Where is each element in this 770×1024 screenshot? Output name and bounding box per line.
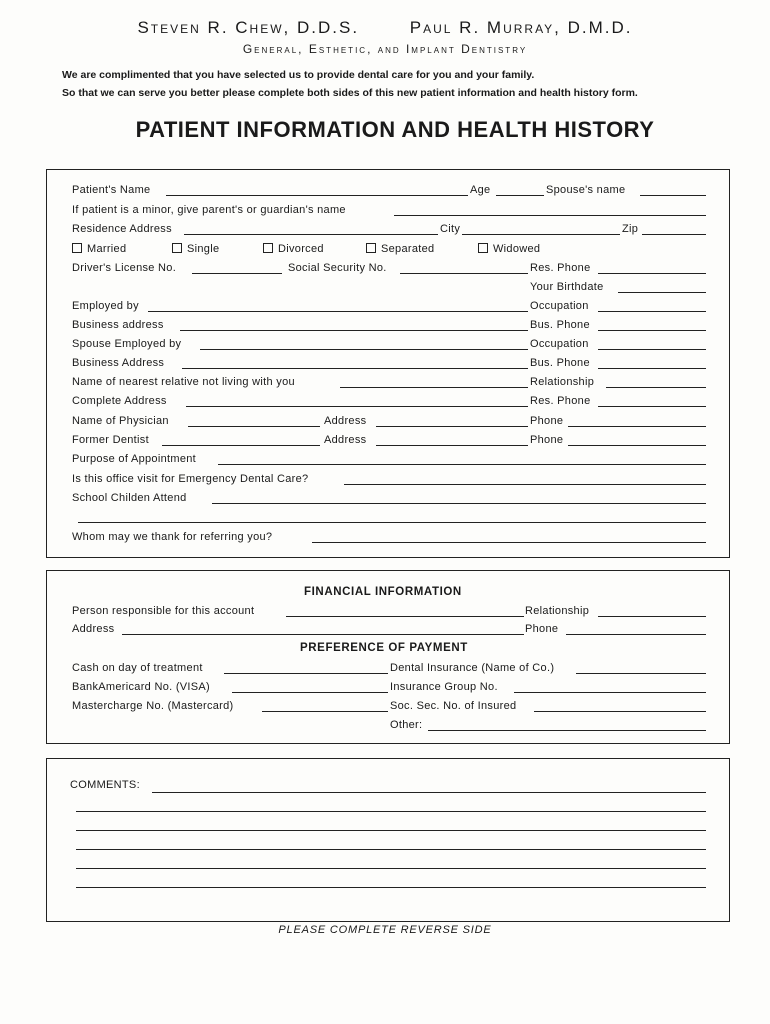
label-res-phone-2: Res. Phone [530,395,591,407]
doctor-name-1: Steven R. Chew, D.D.S. [137,18,360,37]
label-employed-by: Employed by [72,300,139,312]
label-patient-name: Patient's Name [72,184,151,196]
label-spouse-employed: Spouse Employed by [72,338,182,350]
spouse-business-address-field[interactable] [182,368,528,369]
label-bus-phone: Bus. Phone [530,319,590,331]
dental-insurance-field[interactable] [576,673,706,674]
label-age: Age [470,184,491,196]
label-guardian: If patient is a minor, give parent's or guardian's name [72,204,346,216]
intro-line-2: So that we can serve you better please complete both sides of this new patient information and health history form. [62,87,638,99]
group-field[interactable] [514,692,706,693]
label-single: Single [187,243,220,255]
former-dentist-field[interactable] [162,445,320,446]
label-ssn: Social Security No. [288,262,387,274]
purpose-field[interactable] [218,464,706,465]
referral-field[interactable] [312,542,706,543]
label-school: School Childen Attend [72,492,187,504]
school-field[interactable] [212,503,706,504]
label-zip: Zip [622,223,639,235]
nearest-relative-field[interactable] [340,387,528,388]
label-fin-address: Address [72,623,115,635]
financial-heading: FINANCIAL INFORMATION [304,586,462,598]
label-cash: Cash on day of treatment [72,662,203,674]
label-dental-insurance: Dental Insurance (Name of Co.) [390,662,555,674]
checkbox-widowed[interactable] [478,243,488,253]
comments-section [46,758,730,922]
checkbox-single[interactable] [172,243,182,253]
label-emergency: Is this office visit for Emergency Dental Care? [72,473,309,485]
relationship-field[interactable] [606,387,706,388]
label-insured-ssn: Soc. Sec. No. of Insured [390,700,517,712]
comments-line-5[interactable] [76,868,706,869]
label-occupation: Occupation [530,300,589,312]
res-phone-field[interactable] [598,273,706,274]
label-married: Married [87,243,127,255]
label-widowed: Widowed [493,243,541,255]
checkbox-divorced[interactable] [263,243,273,253]
spouse-occupation-field[interactable] [598,349,706,350]
label-business-address: Business address [72,319,164,331]
zip-field[interactable] [642,234,706,235]
ssn-field[interactable] [400,273,528,274]
business-address-field[interactable] [180,330,528,331]
city-field[interactable] [462,234,620,235]
label-physician-address: Address [324,415,367,427]
label-physician-phone: Phone [530,415,564,427]
label-nearest-relative: Name of nearest relative not living with you [72,376,295,388]
label-city: City [440,223,461,235]
comments-line-3[interactable] [76,830,706,831]
label-fin-phone: Phone [525,623,559,635]
label-physician: Name of Physician [72,415,169,427]
responsible-field[interactable] [286,616,524,617]
marital-divorced[interactable] [263,243,324,255]
marital-single[interactable] [172,243,219,255]
comments-line-4[interactable] [76,849,706,850]
occupation-field[interactable] [598,311,706,312]
label-license: Driver's License No. [72,262,177,274]
label-divorced: Divorced [278,243,324,255]
checkbox-married[interactable] [72,243,82,253]
physician-phone-field[interactable] [568,426,706,427]
label-dentist-address: Address [324,434,367,446]
visa-field[interactable] [232,692,388,693]
payment-heading: PREFERENCE OF PAYMENT [300,642,468,654]
label-dentist-phone: Phone [530,434,564,446]
label-comments: COMMENTS: [70,779,140,791]
comments-line-2[interactable] [76,811,706,812]
complete-address-field[interactable] [186,406,528,407]
label-group: Insurance Group No. [390,681,498,693]
bus-phone-field[interactable] [598,330,706,331]
label-responsible: Person responsible for this account [72,605,255,617]
checkbox-separated[interactable] [366,243,376,253]
label-residence: Residence Address [72,223,172,235]
school-field-line-2[interactable] [78,522,706,523]
guardian-field[interactable] [394,215,706,216]
practice-specialty: General, Esthetic, and Implant Dentistry [242,42,528,56]
physician-field[interactable] [188,426,320,427]
license-field[interactable] [192,273,282,274]
intro-line-1: We are complimented that you have selected us to provide dental care for you and your family. [62,69,535,81]
label-other: Other: [390,719,423,731]
physician-address-field[interactable] [376,426,528,427]
fin-address-field[interactable] [122,634,524,635]
label-purpose: Purpose of Appointment [72,453,197,465]
marital-widowed[interactable] [478,243,540,255]
other-field[interactable] [428,730,706,731]
label-former-dentist: Former Dentist [72,434,149,446]
label-complete-address: Complete Address [72,395,167,407]
age-field[interactable] [496,195,544,196]
form-title: PATIENT INFORMATION AND HEALTH HISTORY [135,117,655,142]
comments-line-6[interactable] [76,887,706,888]
label-res-phone: Res. Phone [530,262,591,274]
fin-relationship-field[interactable] [598,616,706,617]
birthdate-field[interactable] [618,292,706,293]
doctors-header [0,18,770,38]
mastercard-field[interactable] [262,711,388,712]
label-spouse-name: Spouse's name [546,184,626,196]
spouse-name-field[interactable] [640,195,706,196]
label-separated: Separated [381,243,435,255]
comments-line-1[interactable] [152,792,706,793]
dentist-address-field[interactable] [376,445,528,446]
doctor-name-2: Paul R. Murray, D.M.D. [409,18,633,37]
insured-ssn-field[interactable] [534,711,706,712]
marital-married[interactable] [72,243,126,255]
patient-name-field[interactable] [166,195,468,196]
label-visa: BankAmericard No. (VISA) [72,681,211,693]
label-relationship: Relationship [530,376,595,388]
cash-field[interactable] [224,673,388,674]
label-occupation-2: Occupation [530,338,589,350]
label-mastercard: Mastercharge No. (Mastercard) [72,700,234,712]
label-birthdate: Your Birthdate [530,281,604,293]
footer-note: PLEASE COMPLETE REVERSE SIDE [278,924,492,936]
dentist-phone-field[interactable] [568,445,706,446]
marital-separated[interactable] [366,243,434,255]
label-referral: Whom may we thank for referring you? [72,531,273,543]
label-fin-relationship: Relationship [525,605,590,617]
label-bus-phone-2: Bus. Phone [530,357,590,369]
fin-phone-field[interactable] [566,634,706,635]
spouse-bus-phone-field[interactable] [598,368,706,369]
residence-field[interactable] [184,234,438,235]
label-business-address-2: Business Address [72,357,165,369]
emergency-field[interactable] [344,484,706,485]
employed-by-field[interactable] [148,311,528,312]
spouse-employed-field[interactable] [200,349,528,350]
relative-phone-field[interactable] [598,406,706,407]
